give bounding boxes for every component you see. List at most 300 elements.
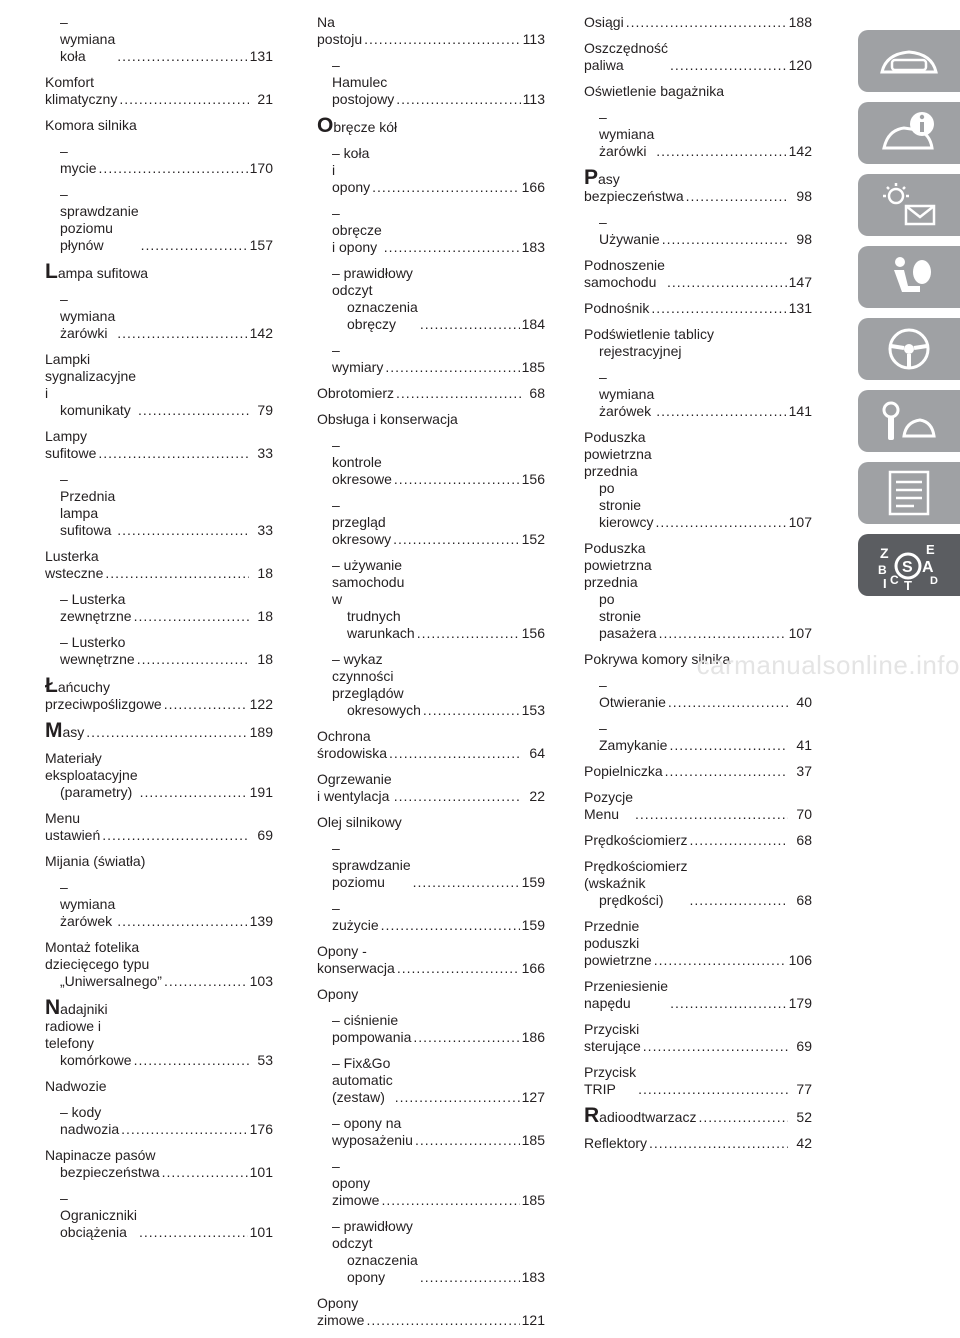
dot-leader bbox=[162, 1164, 248, 1181]
index-page-number[interactable]: 33 bbox=[257, 445, 273, 461]
index-page-number[interactable]: 103 bbox=[249, 973, 273, 989]
index-entry-text: Przeniesienie napędu bbox=[584, 978, 669, 1011]
index-entry-text: – koła i opony bbox=[332, 145, 371, 195]
index-entry[interactable] bbox=[45, 471, 273, 539]
index-entry-text: ampa sufitowa bbox=[57, 265, 149, 281]
index-entry-label bbox=[45, 750, 138, 801]
index-entry[interactable] bbox=[317, 497, 545, 548]
index-page-number[interactable]: 106 bbox=[788, 952, 812, 968]
dot-leader bbox=[394, 471, 520, 488]
index-entry-label bbox=[45, 853, 145, 870]
index-entry-label bbox=[332, 145, 370, 196]
dot-leader bbox=[665, 763, 788, 780]
index-entry-label bbox=[332, 205, 382, 256]
index-entry-text: – wymiana żarówek bbox=[599, 369, 655, 419]
index-entry[interactable] bbox=[317, 814, 545, 831]
index-page-number[interactable]: 77 bbox=[796, 1081, 812, 1097]
index-entry[interactable] bbox=[317, 205, 545, 256]
index-entry[interactable] bbox=[45, 1190, 273, 1241]
index-entry-text: Materiały eksploatacyjne bbox=[45, 750, 138, 783]
index-entry-text: Olej silnikowy bbox=[317, 814, 402, 830]
index-letter: E bbox=[926, 542, 935, 557]
index-entry-text: – ciśnienie pompowania bbox=[332, 1012, 412, 1045]
index-entry[interactable] bbox=[45, 634, 273, 668]
index-entry[interactable] bbox=[45, 1078, 273, 1095]
index-entry-text: asy bezpieczeństwa bbox=[584, 171, 684, 204]
index-entry-label bbox=[599, 214, 660, 248]
dot-leader bbox=[662, 231, 788, 248]
index-entry[interactable] bbox=[584, 1104, 812, 1127]
index-entry-label bbox=[332, 497, 391, 548]
index-entry[interactable] bbox=[45, 939, 273, 990]
index-entry-text: Mijania (światła) bbox=[45, 853, 146, 869]
index-entry-text: Lampki sygnalizacyjne i bbox=[45, 351, 137, 401]
index-entry-label bbox=[45, 74, 117, 108]
index-entry-label bbox=[332, 900, 379, 934]
index-entry-label bbox=[599, 677, 666, 711]
index-entry[interactable] bbox=[317, 728, 545, 762]
dot-leader bbox=[669, 737, 788, 754]
index-entry[interactable] bbox=[584, 214, 812, 248]
index-entry-text: Poduszka powietrzna przednia bbox=[584, 540, 652, 590]
index-entry[interactable] bbox=[317, 986, 545, 1003]
dot-leader bbox=[394, 788, 521, 805]
index-page-number[interactable]: 42 bbox=[796, 1135, 812, 1151]
dot-leader bbox=[396, 385, 521, 402]
index-entry[interactable] bbox=[45, 260, 273, 283]
tab-maintenance[interactable] bbox=[858, 462, 960, 524]
index-entry-label bbox=[332, 1218, 418, 1286]
dot-leader bbox=[397, 960, 520, 977]
tab-emergency[interactable] bbox=[858, 390, 960, 452]
index-entry-label bbox=[584, 1104, 697, 1127]
alphabetical-index-icon bbox=[874, 540, 944, 590]
index-entry[interactable] bbox=[317, 840, 545, 891]
dot-leader bbox=[649, 1135, 788, 1152]
dot-leader bbox=[119, 91, 249, 108]
index-entry-label bbox=[60, 591, 132, 625]
steering-wheel-icon bbox=[874, 324, 944, 374]
index-entry[interactable] bbox=[317, 265, 545, 333]
index-entry[interactable] bbox=[45, 1147, 273, 1181]
index-page-number[interactable]: 183 bbox=[521, 1269, 545, 1285]
index-entry-text: Osiągi bbox=[584, 14, 624, 30]
index-entry-label bbox=[60, 879, 115, 930]
index-entry-label bbox=[584, 326, 714, 360]
index-page-number[interactable]: 68 bbox=[529, 385, 545, 401]
index-page-number[interactable]: 188 bbox=[788, 14, 812, 30]
dot-leader bbox=[689, 832, 788, 849]
index-page-number[interactable]: 189 bbox=[249, 724, 273, 740]
index-entry-text: Przyciski sterujące bbox=[584, 1021, 641, 1054]
index-entry-text: – mycie bbox=[60, 143, 97, 176]
index-entry[interactable] bbox=[317, 1055, 545, 1106]
index-page-number[interactable]: 159 bbox=[521, 874, 545, 890]
index-section-letter: Ł bbox=[45, 674, 58, 697]
index-entry-text: – opony na wyposażeniu bbox=[332, 1115, 413, 1148]
dot-leader bbox=[105, 565, 249, 582]
index-entry-text: Prędkościomierz (wskaźnik bbox=[584, 858, 688, 891]
dot-leader bbox=[385, 359, 519, 376]
index-page-number[interactable]: 191 bbox=[249, 784, 273, 800]
dot-leader bbox=[366, 1312, 519, 1329]
dot-leader bbox=[117, 48, 247, 65]
car-dashboard-icon bbox=[874, 36, 944, 86]
index-entry[interactable] bbox=[317, 14, 545, 48]
index-page-number[interactable]: 153 bbox=[521, 702, 545, 718]
index-entry[interactable] bbox=[317, 114, 545, 137]
dot-leader bbox=[659, 625, 787, 642]
index-entry[interactable] bbox=[317, 771, 545, 805]
index-entry-continuation: po stronie pasażera bbox=[599, 591, 657, 641]
dot-leader bbox=[117, 913, 247, 930]
index-page-number[interactable]: 179 bbox=[788, 995, 812, 1011]
index-page-number[interactable]: 186 bbox=[521, 1029, 545, 1045]
index-page-number[interactable]: 166 bbox=[521, 179, 545, 195]
index-entry-continuation: rejestracyjnej bbox=[599, 343, 682, 359]
index-column-3 bbox=[584, 14, 812, 1161]
dot-leader bbox=[98, 445, 249, 462]
index-entry-label bbox=[317, 114, 398, 137]
tab-driving[interactable] bbox=[858, 318, 960, 380]
index-entry-label bbox=[332, 1115, 413, 1149]
index-entry[interactable] bbox=[584, 540, 812, 642]
index-entry-text: Podświetlenie tablicy bbox=[584, 326, 714, 342]
index-page-number[interactable]: 157 bbox=[249, 237, 273, 253]
index-entry[interactable] bbox=[45, 74, 273, 108]
index-entry-label bbox=[45, 939, 162, 990]
index-entry[interactable] bbox=[45, 428, 273, 462]
index-entry-label bbox=[332, 1158, 379, 1209]
index-entry-label bbox=[584, 918, 652, 969]
index-entry[interactable] bbox=[584, 978, 812, 1012]
index-page-number[interactable]: 98 bbox=[796, 231, 812, 247]
dot-leader bbox=[99, 160, 248, 177]
index-page-number[interactable]: 166 bbox=[521, 960, 545, 976]
index-page-number[interactable]: 152 bbox=[521, 531, 545, 547]
index-entry-label bbox=[45, 351, 136, 419]
index-entry-text: bręcze kół bbox=[333, 119, 398, 135]
index-entry[interactable] bbox=[584, 326, 812, 360]
index-page-number[interactable]: 185 bbox=[521, 359, 545, 375]
index-entry[interactable] bbox=[45, 674, 273, 713]
index-letter: Z bbox=[880, 545, 889, 561]
index-entry-continuation: okresowych bbox=[347, 702, 421, 718]
index-entry-text: – Używanie bbox=[599, 214, 660, 247]
index-entry[interactable] bbox=[584, 1135, 812, 1152]
index-entry-label bbox=[332, 57, 394, 108]
index-page-number[interactable]: 101 bbox=[249, 1224, 273, 1240]
dot-leader bbox=[689, 892, 788, 909]
index-entry-text: – wykaz czynności przeglądów bbox=[332, 651, 404, 701]
index-entry-text: Opony bbox=[317, 986, 359, 1002]
index-entry[interactable] bbox=[584, 166, 812, 205]
index-entry[interactable] bbox=[584, 763, 812, 780]
index-entry-label bbox=[332, 342, 383, 376]
index-page-number[interactable]: 70 bbox=[796, 806, 812, 822]
index-page-number[interactable]: 131 bbox=[249, 48, 273, 64]
index-entry-label bbox=[584, 1135, 647, 1152]
dot-leader bbox=[138, 402, 249, 419]
index-page-number[interactable]: 139 bbox=[249, 913, 273, 929]
index-entry[interactable] bbox=[45, 750, 273, 801]
index-entry-label bbox=[60, 634, 135, 668]
index-entry[interactable] bbox=[317, 342, 545, 376]
index-entry-text: – wymiana żarówki bbox=[60, 291, 116, 341]
index-entry[interactable] bbox=[45, 996, 273, 1069]
index-page-number[interactable]: 107 bbox=[788, 514, 812, 530]
index-entry-text: – Ograniczniki obciążenia bbox=[60, 1190, 138, 1240]
dot-leader bbox=[651, 300, 786, 317]
index-page-number[interactable]: 121 bbox=[521, 1312, 545, 1328]
index-page-number[interactable]: 184 bbox=[521, 316, 545, 332]
index-entry[interactable] bbox=[45, 117, 273, 134]
index-entry[interactable] bbox=[45, 1104, 273, 1138]
chapter-tab-rail bbox=[858, 30, 960, 606]
index-entry-text: – Lusterko wewnętrzne bbox=[60, 634, 135, 667]
index-page-number[interactable]: 147 bbox=[788, 274, 812, 290]
index-entry-text: Ochrona środowiska bbox=[317, 728, 388, 761]
dot-leader bbox=[396, 91, 520, 108]
index-entry[interactable] bbox=[317, 943, 545, 977]
index-page-number[interactable]: 183 bbox=[521, 239, 545, 255]
index-page-number[interactable]: 69 bbox=[796, 1038, 812, 1054]
index-entry-text: – wymiana żarówki bbox=[599, 109, 655, 159]
index-entry[interactable] bbox=[317, 411, 545, 428]
index-page-number[interactable]: 176 bbox=[249, 1121, 273, 1137]
index-page-number[interactable]: 18 bbox=[257, 651, 273, 667]
index-page-number[interactable]: 53 bbox=[257, 1052, 273, 1068]
index-entry-continuation: po stronie kierowcy bbox=[599, 480, 654, 530]
index-entry-text: – kontrole okresowe bbox=[332, 437, 392, 487]
index-page-number[interactable]: 156 bbox=[521, 625, 545, 641]
index-entry[interactable] bbox=[584, 83, 812, 100]
index-page-number[interactable]: 69 bbox=[257, 827, 273, 843]
index-entry-label bbox=[317, 14, 362, 48]
index-entry-label bbox=[317, 771, 392, 805]
index-page-number[interactable]: 113 bbox=[522, 91, 545, 107]
dot-leader bbox=[164, 973, 248, 990]
index-entry-text: Montaż fotelika dziecięcego typu bbox=[45, 939, 150, 972]
index-entry-text: – Fix&Go automatic (zestaw) bbox=[332, 1055, 393, 1105]
index-entry[interactable] bbox=[584, 858, 812, 909]
index-entry-label bbox=[584, 763, 663, 780]
index-page-number[interactable]: 156 bbox=[521, 471, 545, 487]
tab-info[interactable] bbox=[858, 102, 960, 164]
index-entry-label bbox=[45, 428, 96, 462]
dot-leader bbox=[137, 651, 249, 668]
index-entry-label bbox=[60, 1104, 119, 1138]
index-entry[interactable] bbox=[45, 853, 273, 870]
index-page-number[interactable]: 159 bbox=[521, 917, 545, 933]
index-entry-text: – sprawdzanie poziomu płynów bbox=[60, 186, 139, 253]
dot-leader bbox=[415, 1132, 520, 1149]
dot-leader bbox=[423, 702, 520, 719]
index-entry[interactable] bbox=[584, 677, 812, 711]
dot-leader bbox=[121, 1121, 247, 1138]
index-page-number[interactable]: 185 bbox=[521, 1132, 545, 1148]
dot-leader bbox=[655, 514, 786, 531]
dot-leader bbox=[626, 14, 787, 31]
index-entry-continuation: prędkości) bbox=[599, 892, 664, 908]
index-page-number[interactable]: 142 bbox=[249, 325, 273, 341]
index-page-number[interactable]: 113 bbox=[522, 31, 545, 47]
index-entry-text: – Przednia lampa sufitowa bbox=[60, 471, 116, 538]
index-page-number[interactable]: 170 bbox=[249, 160, 273, 176]
index-entry-label bbox=[317, 986, 358, 1003]
index-entry-label bbox=[332, 265, 418, 333]
index-entry-text: Menu ustawień bbox=[45, 810, 101, 843]
tab-warning-lights[interactable] bbox=[858, 174, 960, 236]
index-page-number[interactable]: 22 bbox=[529, 788, 545, 804]
index-entry[interactable] bbox=[317, 900, 545, 934]
index-entry[interactable] bbox=[45, 810, 273, 844]
index-entry-text: Nadwozie bbox=[45, 1078, 107, 1094]
index-entry[interactable] bbox=[317, 557, 545, 642]
index-page-number[interactable]: 127 bbox=[521, 1089, 545, 1105]
index-entry[interactable] bbox=[45, 351, 273, 419]
index-page-number[interactable]: 33 bbox=[257, 522, 273, 538]
index-entry[interactable] bbox=[317, 1158, 545, 1209]
index-entry[interactable] bbox=[584, 14, 812, 31]
index-entry-text: Poduszka powietrzna przednia bbox=[584, 429, 652, 479]
index-entry-text: Ogrzewanie i wentylacja bbox=[317, 771, 392, 804]
index-page-number[interactable]: 185 bbox=[521, 1192, 545, 1208]
index-entry-label bbox=[599, 109, 654, 160]
dot-leader bbox=[393, 531, 520, 548]
tab-index[interactable] bbox=[858, 534, 960, 596]
index-entry[interactable] bbox=[584, 109, 812, 160]
index-entry[interactable] bbox=[317, 57, 545, 108]
index-page-number[interactable]: 122 bbox=[249, 696, 273, 712]
index-entry-continuation: trudnych warunkach bbox=[347, 608, 415, 641]
index-entry[interactable] bbox=[584, 300, 812, 317]
index-entry[interactable] bbox=[45, 591, 273, 625]
dot-leader bbox=[384, 239, 520, 256]
index-entry[interactable] bbox=[584, 789, 812, 823]
index-entry[interactable] bbox=[45, 14, 273, 65]
dot-leader bbox=[134, 608, 249, 625]
index-entry-label bbox=[45, 996, 132, 1069]
index-section-letter: N bbox=[45, 996, 61, 1019]
index-entry-label bbox=[584, 978, 668, 1012]
dot-leader bbox=[670, 995, 787, 1012]
index-letter: T bbox=[904, 578, 912, 590]
index-entry[interactable] bbox=[317, 437, 545, 488]
index-page-number[interactable]: 37 bbox=[796, 763, 812, 779]
index-page-number[interactable]: 120 bbox=[788, 57, 812, 73]
index-page-number[interactable]: 40 bbox=[796, 694, 812, 710]
index-entry[interactable] bbox=[45, 719, 273, 742]
index-entry[interactable] bbox=[584, 832, 812, 849]
index-entry-label bbox=[45, 674, 162, 713]
index-page-number[interactable]: 18 bbox=[257, 565, 273, 581]
index-entry-text: ańcuchy przeciwpoślizgowe bbox=[45, 679, 162, 712]
index-page-number[interactable]: 142 bbox=[788, 143, 812, 159]
index-entry-label bbox=[317, 411, 458, 428]
index-entry-text: – zużycie bbox=[332, 900, 379, 933]
index-entry-label bbox=[317, 943, 395, 977]
index-entry-text: adajniki radiowe i telefony bbox=[45, 1001, 108, 1051]
index-entry[interactable] bbox=[45, 291, 273, 342]
index-page-number[interactable]: 98 bbox=[796, 188, 812, 204]
index-entry-label bbox=[584, 832, 687, 849]
index-entry-label bbox=[317, 728, 387, 762]
index-page-number[interactable]: 21 bbox=[257, 91, 273, 107]
index-section-letter: P bbox=[584, 166, 599, 189]
index-page-number[interactable]: 68 bbox=[796, 892, 812, 908]
index-entry-label bbox=[584, 166, 684, 205]
index-entry-label bbox=[599, 369, 654, 420]
index-page-number[interactable]: 52 bbox=[796, 1109, 812, 1125]
index-entry-text: – Lusterka zewnętrzne bbox=[60, 591, 132, 624]
index-entry-label bbox=[584, 1064, 636, 1098]
index-entry-label bbox=[45, 1147, 160, 1181]
index-entry-label bbox=[584, 40, 668, 74]
index-letter: C bbox=[890, 573, 899, 587]
dot-leader bbox=[698, 1109, 788, 1126]
index-entry-label bbox=[584, 858, 687, 909]
index-entry[interactable] bbox=[317, 145, 545, 196]
index-entry[interactable] bbox=[584, 40, 812, 74]
dot-leader bbox=[643, 1038, 788, 1055]
index-page-number[interactable]: 141 bbox=[788, 403, 812, 419]
index-section-letter: L bbox=[45, 260, 58, 283]
index-page-number[interactable]: 41 bbox=[796, 737, 812, 753]
index-entry-text: Lusterka wsteczne bbox=[45, 548, 104, 581]
index-entry[interactable] bbox=[584, 257, 812, 291]
index-entry-label bbox=[584, 83, 724, 100]
index-entry[interactable] bbox=[584, 429, 812, 531]
index-entry[interactable] bbox=[584, 1021, 812, 1055]
index-page-number[interactable]: 64 bbox=[529, 745, 545, 761]
index-page-number[interactable]: 79 bbox=[257, 402, 273, 418]
index-entry[interactable] bbox=[584, 720, 812, 754]
index-entry[interactable] bbox=[317, 385, 545, 402]
index-entry[interactable] bbox=[584, 918, 812, 969]
index-page-number[interactable]: 131 bbox=[788, 300, 812, 316]
tab-safety[interactable] bbox=[858, 246, 960, 308]
index-page-number[interactable]: 101 bbox=[249, 1164, 273, 1180]
dot-leader bbox=[668, 694, 788, 711]
index-entry[interactable] bbox=[317, 1115, 545, 1149]
index-entry[interactable] bbox=[45, 548, 273, 582]
wrench-car-icon bbox=[874, 396, 944, 446]
index-entry-label bbox=[599, 720, 667, 754]
dot-leader bbox=[141, 237, 248, 254]
tab-dashboard[interactable] bbox=[858, 30, 960, 92]
index-entry-text: Przednie poduszki powietrzne bbox=[584, 918, 652, 968]
index-page-number[interactable]: 68 bbox=[796, 832, 812, 848]
index-entry[interactable] bbox=[317, 1218, 545, 1286]
index-entry[interactable] bbox=[45, 186, 273, 254]
index-letter: A bbox=[922, 559, 934, 576]
index-entry-text: Pokrywa komory silnika bbox=[584, 651, 731, 667]
index-entry[interactable] bbox=[584, 369, 812, 420]
index-entry-label bbox=[332, 840, 411, 891]
index-entry-label bbox=[60, 1190, 137, 1241]
index-entry[interactable] bbox=[317, 1012, 545, 1046]
index-section-letter: R bbox=[584, 1104, 600, 1127]
index-entry[interactable] bbox=[45, 143, 273, 177]
index-entry-text: Komfort klimatyczny bbox=[45, 74, 118, 107]
index-entry[interactable] bbox=[317, 1295, 545, 1329]
index-page-number[interactable]: 107 bbox=[788, 625, 812, 641]
dot-leader bbox=[413, 874, 520, 891]
index-page-number[interactable]: 18 bbox=[257, 608, 273, 624]
index-entry[interactable] bbox=[45, 879, 273, 930]
index-entry[interactable] bbox=[584, 1064, 812, 1098]
